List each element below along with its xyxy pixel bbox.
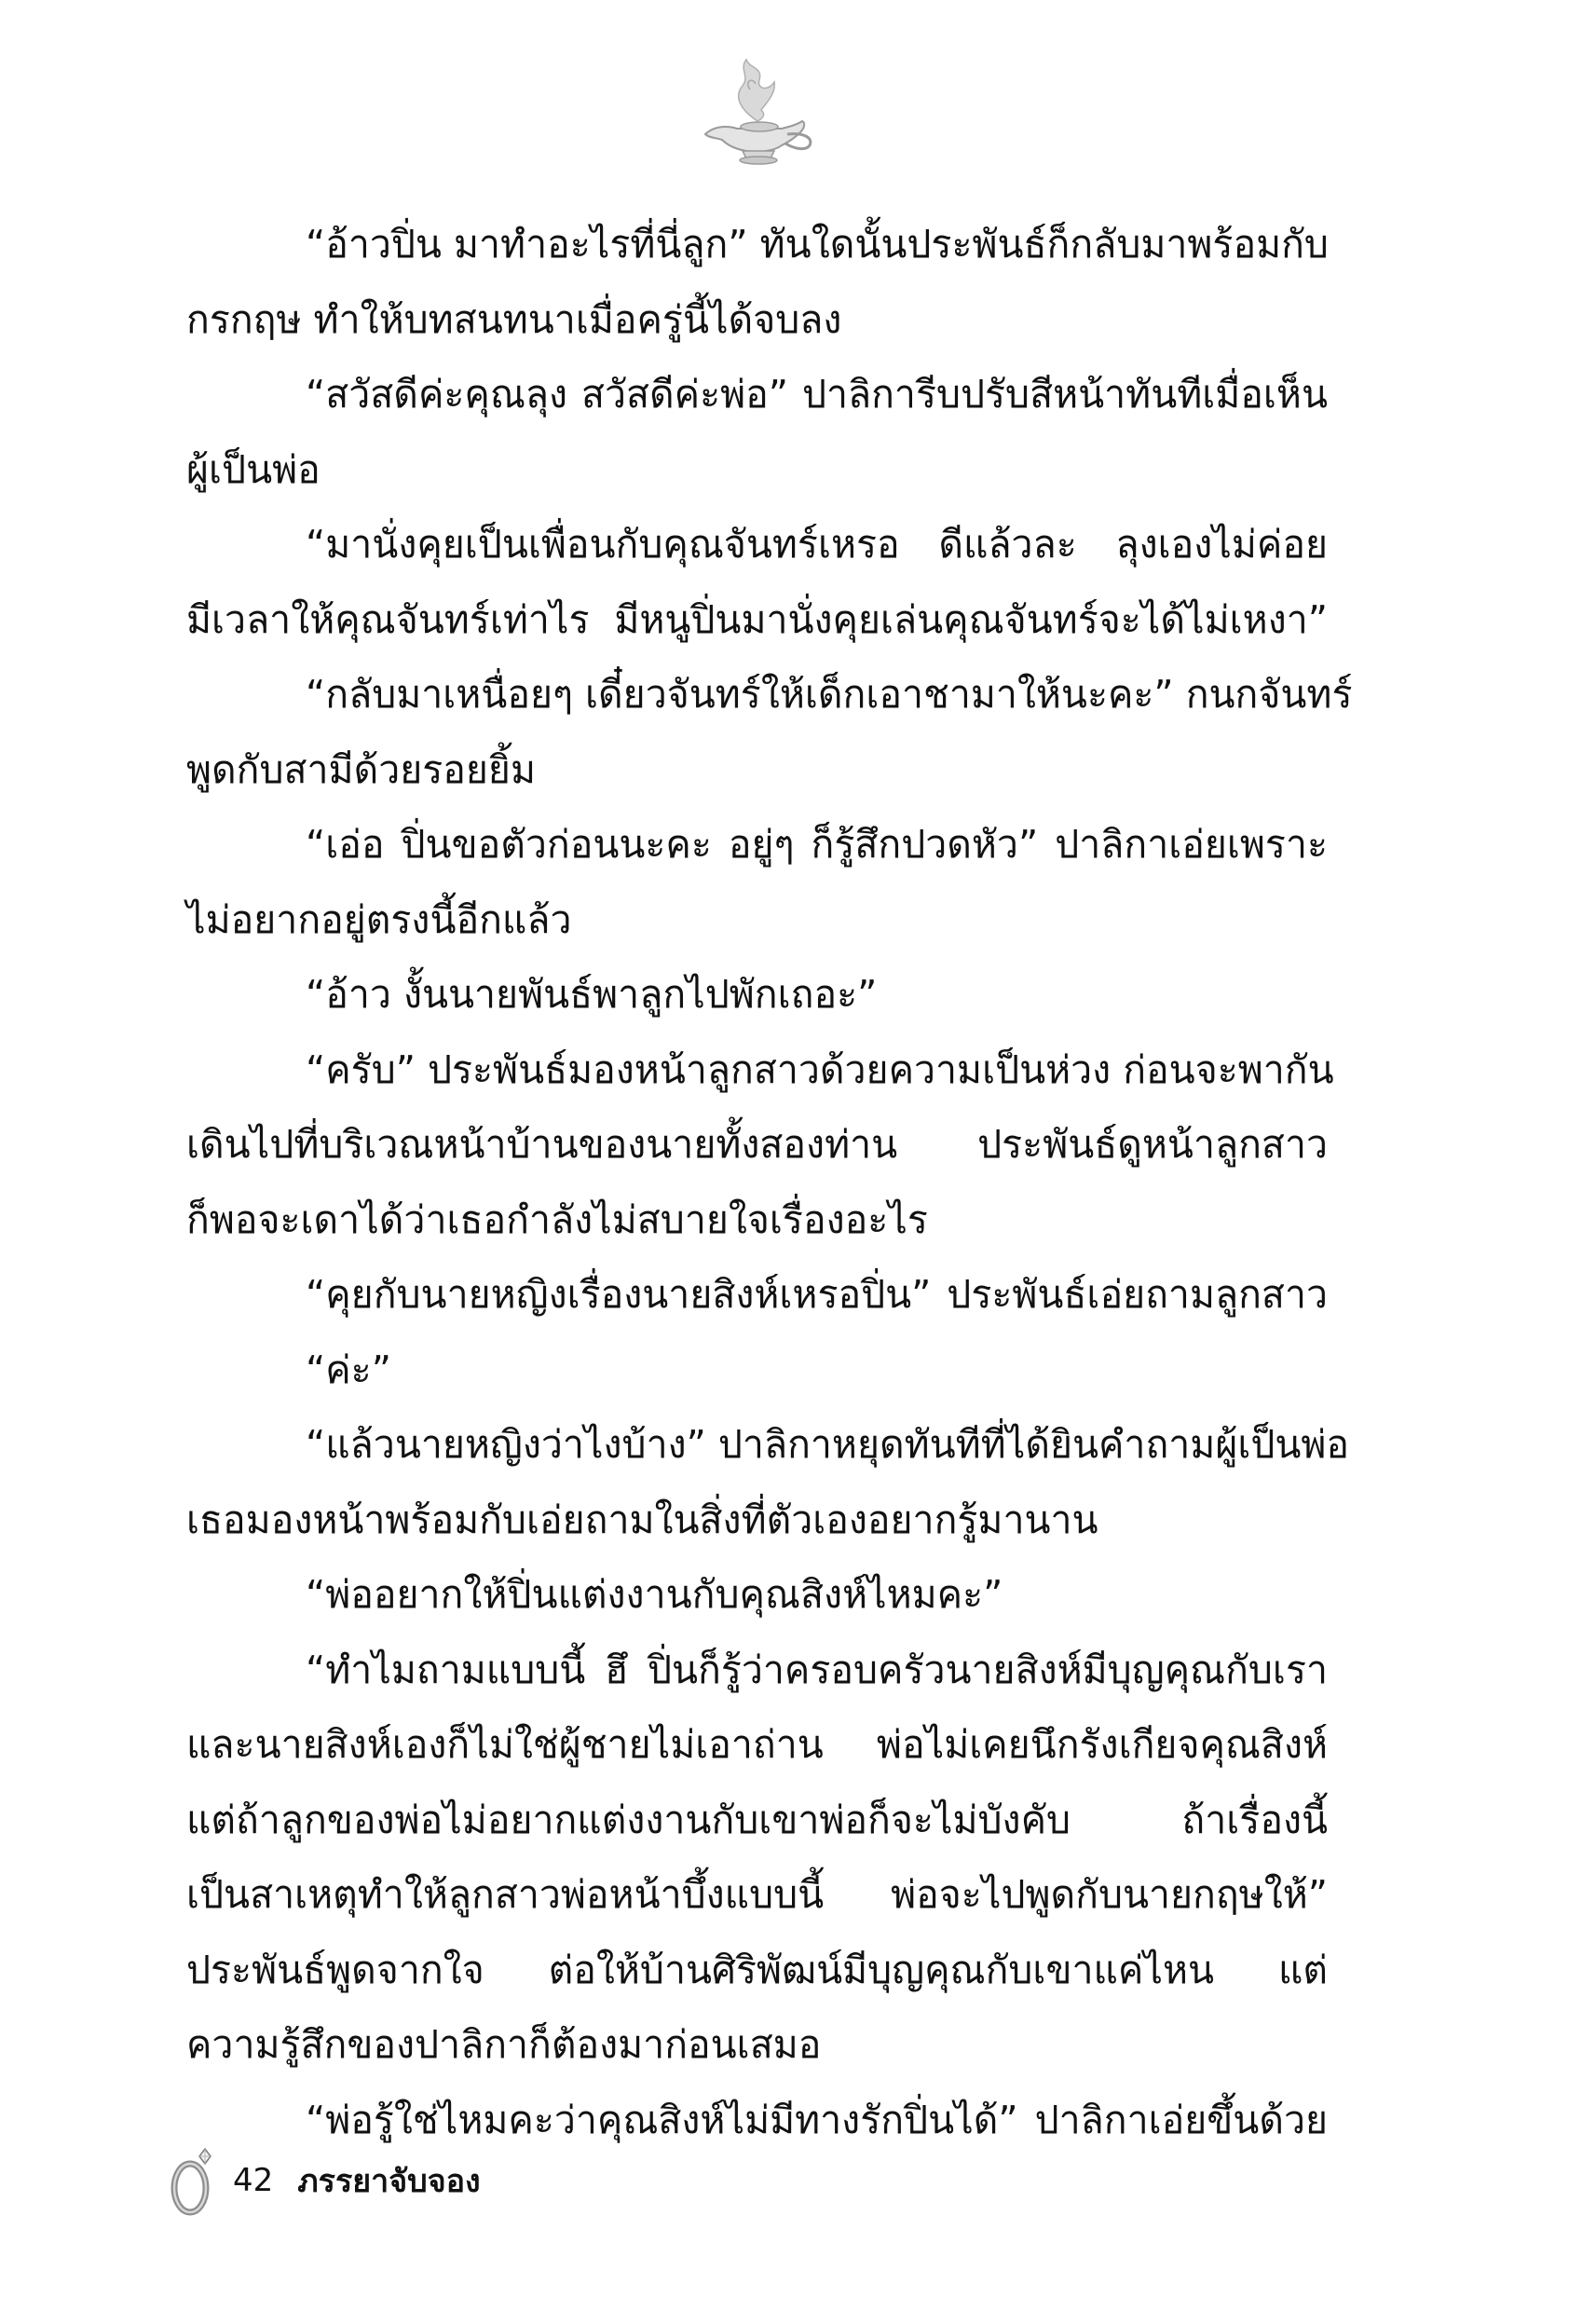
text-line: และนายสิงห์เองก็ไม่ใช่ผู้ชายไม่เอาถ่าน พ่อไม่เคยนึกรังเกียจคุณสิงห์ (186, 1722, 1328, 1767)
text-line: ก็พอจะเดาได้ว่าเธอกำลังไม่สบายใจเรื่องอะไร (186, 1197, 928, 1242)
text-line: “มานั่งคุยเป็นเพื่อนกับคุณจันทร์เหรอ ดีแล้วละ ลุงเองไม่ค่อย (306, 522, 1328, 567)
text-line: “ทำไมถามแบบนี้ ฮึ ปิ่นก็รู้ว่าครอบครัวนายสิงห์มีบุญคุณกับเรา (306, 1647, 1328, 1692)
text-line: “คุยกับนายหญิงเรื่องนายสิงห์เหรอปิ่น” ประพันธ์เอ่ยถามลูกสาว (306, 1272, 1328, 1317)
book-title: ภรรยาจับจอง (297, 2163, 481, 2200)
text-line: “กลับมาเหนื่อยๆ เดี๋ยวจันทร์ให้เด็กเอาชามาให้นะคะ” กนกจันทร์ (306, 672, 1353, 717)
text-line: เป็นสาเหตุทำให้ลูกสาวพ่อหน้าบึ้งแบบนี้ พ่อจะไปพูดกับนายกฤษให้” (186, 1872, 1328, 1917)
body-text (186, 207, 1353, 2157)
text-line: “พ่ออยากให้ปิ่นแต่งงานกับคุณสิงห์ไหมคะ” (306, 1572, 1003, 1617)
text-line: เดินไปที่บริเวณหน้าบ้านของนายทั้งสองท่าน ประพันธ์ดูหน้าลูกสาว (186, 1122, 1328, 1167)
text-line: มีเวลาให้คุณจันทร์เท่าไร มีหนูปิ่นมานั่งคุยเล่นคุณจันทร์จะได้ไม่เหงา” (186, 596, 1328, 642)
text-line: เธอมองหน้าพร้อมกับเอ่ยถามในสิ่งที่ตัวเองอยากรู้มานาน (186, 1497, 1098, 1542)
text-line: ผู้เป็นพ่อ (186, 446, 321, 492)
text-line: “ค่ะ” (306, 1347, 391, 1392)
page-number: 42 (233, 2162, 274, 2199)
text-line: แต่ถ้าลูกของพ่อไม่อยากแต่งงานกับเขาพ่อก็จะไม่บังคับ ถ้าเรื่องนี้ (186, 1797, 1328, 1842)
text-line: ไม่อยากอยู่ตรงนี้อีกแล้ว (186, 896, 572, 942)
genie-lamp-icon (685, 48, 825, 170)
text-line: “แล้วนายหญิงว่าไงบ้าง” ปาลิกาหยุดทันทีที่ได้ยินคำถามผู้เป็นพ่อ (306, 1422, 1350, 1467)
text-line: “อ้าวปิ่น มาทำอะไรที่นี่ลูก” ทันใดนั้นประพันธ์ก็กลับมาพร้อมกับ (306, 222, 1329, 267)
text-line: กรกฤษ ทำให้บทสนทนาเมื่อครู่นี้ได้จบลง (186, 296, 842, 342)
text-line: “เอ่อ ปิ่นขอตัวก่อนนะคะ อยู่ๆ ก็รู้สึกปวดหัว” ปาลิกาเอ่ยเพราะ (306, 822, 1328, 867)
diamond-ring-icon (168, 2143, 216, 2218)
text-line: “สวัสดีค่ะคุณลุง สวัสดีค่ะพ่อ” ปาลิการีบปรับสีหน้าทันทีเมื่อเห็น (306, 372, 1328, 417)
text-line: พูดกับสามีด้วยรอยยิ้ม (186, 746, 536, 792)
text-line: “อ้าว งั้นนายพันธ์พาลูกไปพักเถอะ” (306, 972, 878, 1017)
text-line: “พ่อรู้ใช่ไหมคะว่าคุณสิงห์ไม่มีทางรักปิ่นได้” ปาลิกาเอ่ยขึ้นด้วย (306, 2097, 1328, 2142)
page-footer (168, 2143, 481, 2218)
text-line: ความรู้สึกของปาลิกาก็ต้องมาก่อนเสมอ (186, 2022, 822, 2067)
text-line: ประพันธ์พูดจากใจ ต่อให้บ้านศิริพัฒน์มีบุญคุณกับเขาแค่ไหน แต่ (186, 1947, 1328, 1992)
text-line: “ครับ” ประพันธ์มองหน้าลูกสาวด้วยความเป็นห่วง ก่อนจะพากัน (306, 1046, 1334, 1092)
